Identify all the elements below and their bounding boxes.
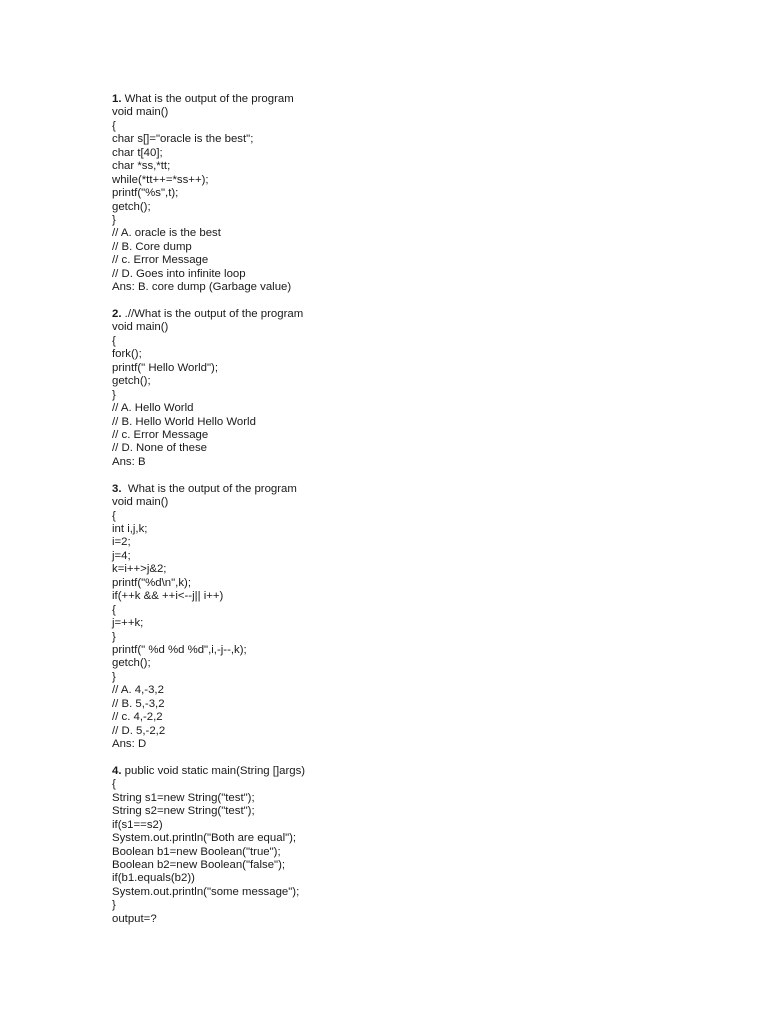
code-line: output=?: [112, 912, 157, 925]
code-line: fork();: [112, 348, 142, 361]
code-line: Ans: D: [112, 738, 147, 750]
question-heading: [112, 483, 672, 496]
code-line: // B. Core dump: [112, 240, 192, 253]
code-line: // D. 5,-2,2: [112, 724, 166, 737]
code-line: {: [112, 119, 116, 132]
question-heading: [112, 765, 672, 778]
code-line: // c. 4,-2,2: [112, 711, 163, 724]
code-line: getch();: [112, 657, 151, 670]
code-line: j=4;: [112, 549, 131, 562]
code-line: char *ss,*tt;: [112, 160, 171, 173]
code-line: if(s1==s2): [112, 818, 163, 831]
code-line: {: [112, 509, 116, 522]
question-number: 1.: [112, 93, 122, 105]
code-line: void main(): [112, 321, 169, 334]
code-line: void main(): [112, 106, 169, 119]
question-4: [112, 765, 672, 926]
code-line: int i,j,k;: [112, 523, 148, 535]
code-line: // D. None of these: [112, 442, 207, 455]
code-line: getch();: [112, 375, 151, 388]
code-line: if(b1.equals(b2)): [112, 872, 195, 885]
questions-content: [112, 93, 672, 926]
question-2: [112, 308, 672, 469]
code-line: // A. Hello World: [112, 402, 194, 415]
code-line: // c. Error Message: [112, 254, 209, 267]
code-line: void main(): [112, 496, 169, 509]
code-line: {: [112, 603, 116, 616]
code-line: if(++k && ++i<--j|| i++): [112, 590, 224, 603]
code-line: // A. 4,-3,2: [112, 684, 164, 697]
code-line: {: [112, 334, 116, 347]
code-line: getch();: [112, 200, 151, 213]
code-line: }: [112, 670, 116, 683]
question-number: 4.: [112, 764, 122, 777]
code-line: }: [112, 388, 116, 401]
code-line: k=i++>j&2;: [112, 563, 167, 576]
code-line: String s1=new String("test");: [112, 791, 255, 804]
question-text: What is the output of the program: [121, 482, 297, 495]
code-line: Boolean b2=new Boolean("false");: [112, 858, 286, 871]
question-3: [112, 483, 672, 752]
code-line: }: [112, 213, 116, 226]
code-line: printf("%s",t);: [112, 187, 179, 200]
question-heading: [112, 308, 672, 321]
code-line: Boolean b1=new Boolean("true");: [112, 845, 281, 858]
code-line: char s[]="oracle is the best";: [112, 133, 254, 146]
code-line: }: [112, 630, 116, 643]
question-number: 2.: [112, 308, 122, 320]
code-line: // c. Error Message: [112, 428, 209, 441]
code-line: char t[40];: [112, 146, 163, 159]
code-line: printf(" %d %d %d",i,-j--,k);: [112, 643, 247, 656]
code-line: printf("%d\n",k);: [112, 576, 191, 589]
question-text: public void static main(String []args): [121, 764, 306, 777]
code-line: String s2=new String("test");: [112, 805, 255, 818]
question-text: What is the output of the program: [121, 93, 294, 105]
code-line: j=++k;: [112, 617, 144, 630]
code-line: printf(" Hello World");: [112, 361, 218, 374]
code-line: }: [112, 899, 116, 912]
code-line: // B. 5,-3,2: [112, 697, 165, 710]
code-line: // D. Goes into infinite loop: [112, 267, 246, 280]
code-line: Ans: B. core dump (Garbage value): [112, 281, 292, 294]
question-1: [112, 93, 672, 295]
code-line: System.out.println("Both are equal");: [112, 832, 297, 845]
code-line: i=2;: [112, 536, 131, 549]
question-heading: [112, 93, 672, 106]
code-line: // A. oracle is the best: [112, 227, 221, 240]
code-line: Ans: B: [112, 455, 146, 468]
question-text: .//What is the output of the program: [121, 308, 304, 320]
code-line: while(*tt++=*ss++);: [112, 173, 209, 186]
code-line: // B. Hello World Hello World: [112, 415, 256, 428]
question-number: 3.: [112, 482, 122, 495]
code-line: {: [112, 778, 116, 791]
code-line: System.out.println("some message");: [112, 885, 300, 898]
